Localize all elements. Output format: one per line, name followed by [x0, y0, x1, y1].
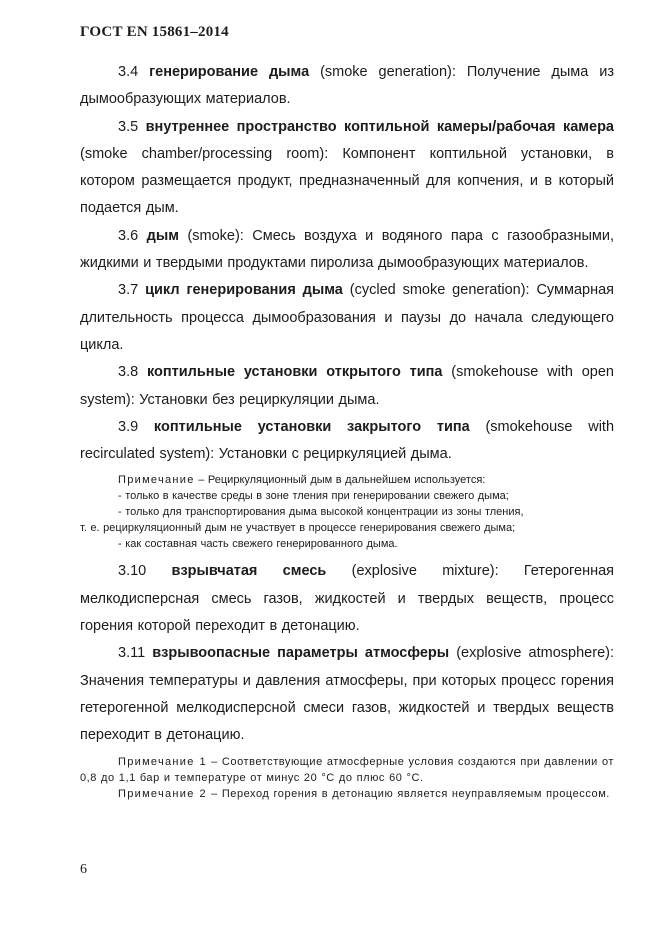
- note-text: – Переход горения в детонацию является неуправляемым процессом.: [211, 787, 610, 800]
- term-number: 3.5: [118, 118, 139, 135]
- term-title: генерирование дыма: [149, 64, 310, 80]
- term-number: 3.11: [118, 645, 146, 662]
- term-title: коптильные установки закрытого типа: [153, 418, 470, 435]
- term-number: 3.10: [118, 563, 147, 580]
- term-3-8: [80, 359, 614, 414]
- document-body: [80, 59, 614, 808]
- term-3-4: [80, 59, 614, 114]
- term-title: внутреннее пространство коптильной камеры/рабочая камера: [145, 118, 615, 135]
- term-definition: (smokehouse with recirculated system): Установки с рециркуляцией дыма.: [80, 418, 615, 463]
- term-3-9: [80, 414, 614, 469]
- note-2: [80, 786, 614, 802]
- term-3-7: [80, 277, 614, 359]
- note-label: Примечание 1: [118, 755, 207, 768]
- term-title: дым: [146, 227, 179, 244]
- note-intro-text: – Рециркуляционный дым в дальнейшем используется:: [198, 474, 486, 487]
- note-item: - как составная часть свежего генерированного дыма.: [118, 538, 398, 551]
- note-item: - только в качестве среды в зоне тления при генерировании свежего дыма;: [118, 490, 509, 503]
- term-3-5: [80, 114, 614, 223]
- term-title: цикл генерирования дыма: [145, 282, 343, 299]
- term-definition: (smoke chamber/processing room): Компонент коптильной установки, в котором размещается продукт, предназначенный для копчения, и в который подается дым.: [80, 145, 614, 217]
- term-number: 3.4: [118, 64, 139, 80]
- note-item: - только для транспортирования дыма высокой концентрации из зоны тления,: [118, 506, 524, 519]
- note-1: [80, 754, 614, 786]
- term-definition: (explosive mixture): Гетерогенная мелкодисперсная смесь газов, жидкостей и твердых веществ, процесс горения которой переходит в детонацию.: [80, 563, 615, 635]
- term-definition: (smoke): Смесь воздуха и водяного пара с газообразными, жидкими и твердыми продуктами пиролиза дымообразующих материалов.: [80, 227, 615, 272]
- notes-3-11: [80, 754, 614, 802]
- note-text: – Соответствующие атмосферные условия создаются при давлении от 0,8 до 1,1 бар и температуре от минус 20 °С до плюс 60 °С.: [80, 755, 614, 784]
- term-definition: (smoke generation): Получение дыма из дымообразующих материалов.: [80, 64, 614, 108]
- term-number: 3.8: [118, 364, 139, 381]
- term-3-10: [80, 558, 614, 640]
- term-title: взрывчатая смесь: [171, 563, 327, 580]
- term-number: 3.7: [118, 282, 139, 299]
- term-title: взрывоопасные параметры атмосферы: [152, 645, 450, 662]
- term-definition: (smokehouse with open system): Установки без рециркуляции дыма.: [80, 364, 614, 408]
- term-definition: (cycled smoke generation): Суммарная длительность процесса дымообразования и паузы до начала следующего цикла.: [80, 282, 615, 353]
- term-title: коптильные установки открытого типа: [146, 364, 443, 381]
- term-definition: (explosive atmosphere): Значения температуры и давления атмосферы, при которых процесс горения гетерогенной мелкодисперсной смеси газов, жидкостей и твердых веществ переходит в детонацию.: [80, 645, 614, 744]
- document-header: ГОСТ EN 15861–2014: [80, 24, 229, 40]
- term-3-6: [80, 223, 614, 278]
- note-label: Примечание: [118, 474, 195, 487]
- term-3-11: [80, 640, 614, 749]
- note-item: т. е. рециркуляционный дым не участвует в процессе генерирования свежего дыма;: [80, 522, 516, 535]
- term-number: 3.6: [118, 227, 139, 244]
- term-number: 3.9: [118, 418, 139, 435]
- note-3-9: [80, 472, 614, 552]
- note-label: Примечание 2: [118, 787, 207, 800]
- page-number: 6: [80, 862, 87, 877]
- note-intro: [80, 472, 614, 488]
